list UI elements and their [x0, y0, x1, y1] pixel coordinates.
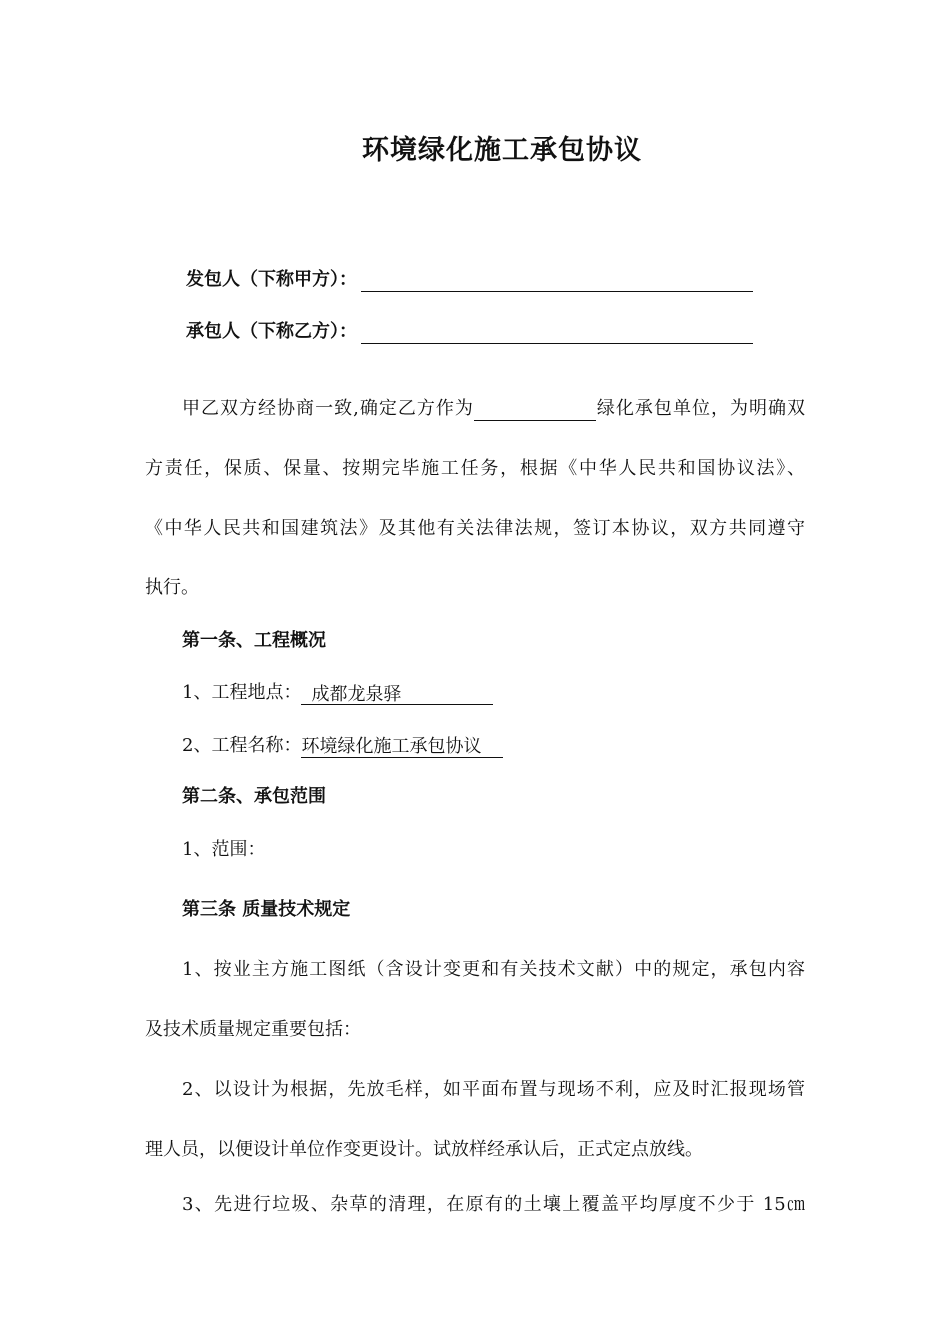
- article-3-item-2-line-1: 2、以设计为根据，先放毛样，如平面布置与现场不利，应及时汇报现场管: [182, 1079, 805, 1100]
- scope-label: 1、范围：: [182, 839, 266, 860]
- article-3-item-1-line-1: 1、按业主方施工图纸（含设计变更和有关技术文献）中的规定，承包内容: [182, 959, 805, 980]
- article-3-item-1-line-2: 及技术质量规定重要包括：: [145, 1019, 361, 1040]
- project-location-label: 1、工程地点：: [182, 682, 302, 703]
- intro-line1-after: 绿化承包单位，为明确双: [595, 398, 805, 419]
- article-2-heading: 第二条、承包范围: [182, 786, 326, 807]
- party-a-label: 发包人（下称甲方）：: [186, 269, 357, 290]
- party-a-line: [186, 268, 753, 292]
- article-1-heading: 第一条、工程概况: [182, 630, 326, 651]
- party-b-label: 承包人（下称乙方）：: [186, 321, 357, 342]
- article-3-item-2-line-2: 理人员，以便设计单位作变更设计。试放样经承认后，正式定点放线。: [145, 1139, 703, 1160]
- party-a-blank[interactable]: [361, 271, 753, 292]
- project-name-value: 环境绿化施工承包协议: [301, 735, 503, 758]
- party-b-blank[interactable]: [361, 323, 753, 344]
- article-3-item-3-line-1: 3、先进行垃圾、杂草的清理，在原有的土壤上覆盖平均厚度不少于 15㎝: [182, 1194, 805, 1215]
- contractor-role-blank[interactable]: [474, 400, 596, 421]
- intro-line-4: 执行。: [145, 577, 199, 598]
- intro-line-3: 《中华人民共和国建筑法》及其他有关法律法规，签订本协议，双方共同遵守: [145, 518, 805, 539]
- project-location-line: [182, 681, 493, 705]
- document-title: 环境绿化施工承包协议: [362, 135, 642, 166]
- party-b-line: [186, 320, 753, 344]
- project-name-line: [182, 734, 503, 758]
- intro-line-2: 方责任，保质、保量、按期完毕施工任务，根据《中华人民共和国协议法》、: [145, 458, 805, 479]
- project-location-value: 成都龙泉驿: [301, 683, 493, 705]
- intro-line-1: [182, 397, 805, 421]
- project-name-label: 2、工程名称：: [182, 735, 302, 756]
- intro-line1-before: 甲乙双方经协商一致,确定乙方作为: [182, 398, 474, 419]
- article-3-heading: 第三条 质量技术规定: [182, 899, 351, 920]
